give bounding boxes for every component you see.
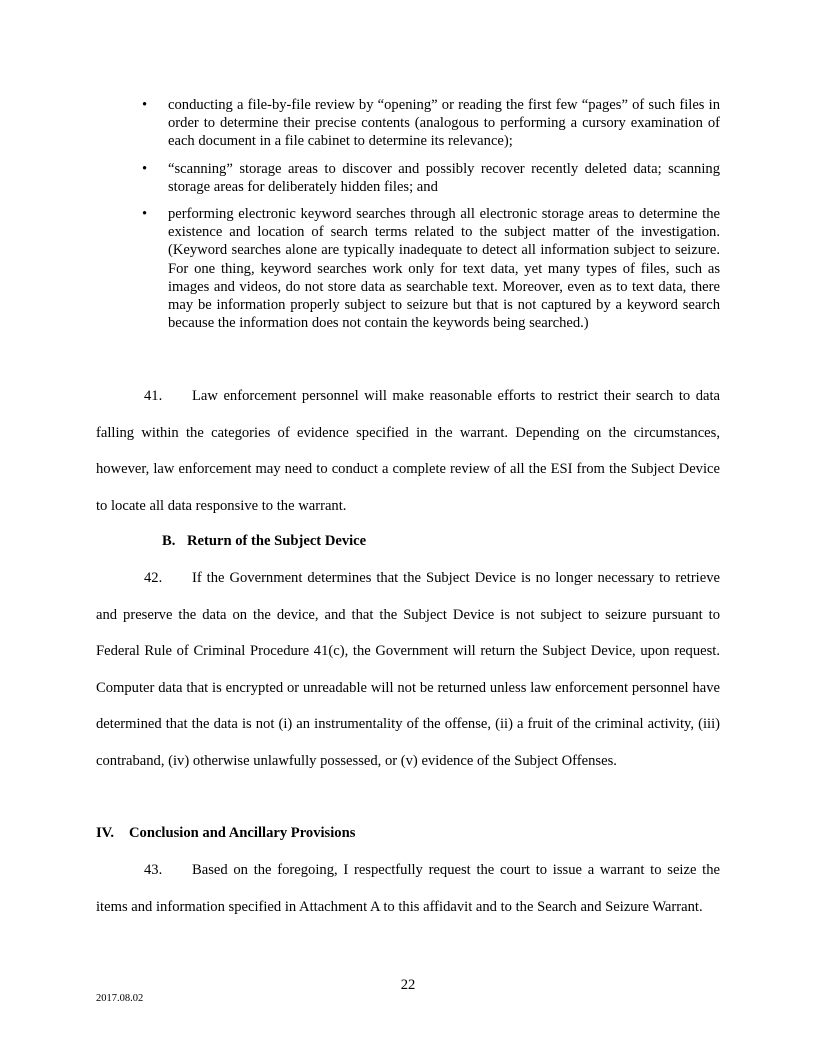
paragraph-text: If the Government determines that the Subject Device is no longer necessary to retrieve and preserve the data on the device, and that the Subject Device is not subject to seizure pursuant to Federal Rule of Criminal Procedure 41(c), the Government will return the Subject Device, upon request. Computer data that is encrypted or unreadable will not be returned unless law enforcement personnel have determined that the data is not (i) an instrumentality of the offense, (ii) a fruit of the criminal activity, (iii) contraband, (iv) otherwise unlawfully possessed, or (v) evidence of the Subject Offenses. [96,570,720,769]
list-item [96,205,720,332]
paragraph-41 [96,378,720,524]
bullet-text: conducting a file-by-file review by “opening” or reading the first few “pages” of such files in order to determine their precise contents (analogous to performing a cursory examination of each document in a file cabinet to determine its relevance); [168,97,720,150]
list-item [96,96,720,151]
section-title: Return of the Subject Device [187,533,367,549]
paragraph-43 [96,852,720,925]
paragraph-number: 42. [144,570,163,586]
paragraph-42 [96,560,720,780]
section-heading-b [162,533,366,550]
paragraph-number: 43. [144,862,163,878]
section-label: B. [162,533,176,549]
section-heading-iv [96,825,355,842]
bullet-icon: • [142,160,148,177]
list-item [96,160,720,196]
page-number: 22 [400,977,416,993]
bullet-icon: • [142,206,148,223]
paragraph-text: Based on the foregoing, I respectfully request the court to issue a warrant to seize the items and information specified in Attachment A to this affidavit and to the Search and Seizure Warrant. [96,862,720,915]
paragraph-text: Law enforcement personnel will make reasonable efforts to restrict their search to data falling within the categories of evidence specified in the warrant. Depending on the circumstances, however, law enforcement may need to conduct a complete review of all the ESI from the Subject Device to locate all data responsive to the warrant. [96,388,720,514]
section-title: Conclusion and Ancillary Provisions [129,825,356,841]
footer-date: 2017.08.02 [96,993,144,1004]
paragraph-number: 41. [144,388,163,404]
bullet-list [96,96,720,341]
bullet-icon: • [142,97,148,113]
bullet-text: “scanning” storage areas to discover and possibly recover recently deleted data; scanning storage areas for deliberately hidden files; and [168,160,720,195]
bullet-text: performing electronic keyword searches through all electronic storage areas to determine the existence and location of search terms related to the subject matter of the investigation. (Keyword searches alone are typically inadequate to detect all information subject to seizure. For one thing, keyword searches work only for text data, yet many types of files, such as images and videos, do not store data as searchable text. Moreover, even as to text data, there may be information properly subject to seizure but that is not captured by a keyword search because the information does not contain the keywords being searched.) [168,206,720,332]
section-label: IV. [96,825,114,841]
